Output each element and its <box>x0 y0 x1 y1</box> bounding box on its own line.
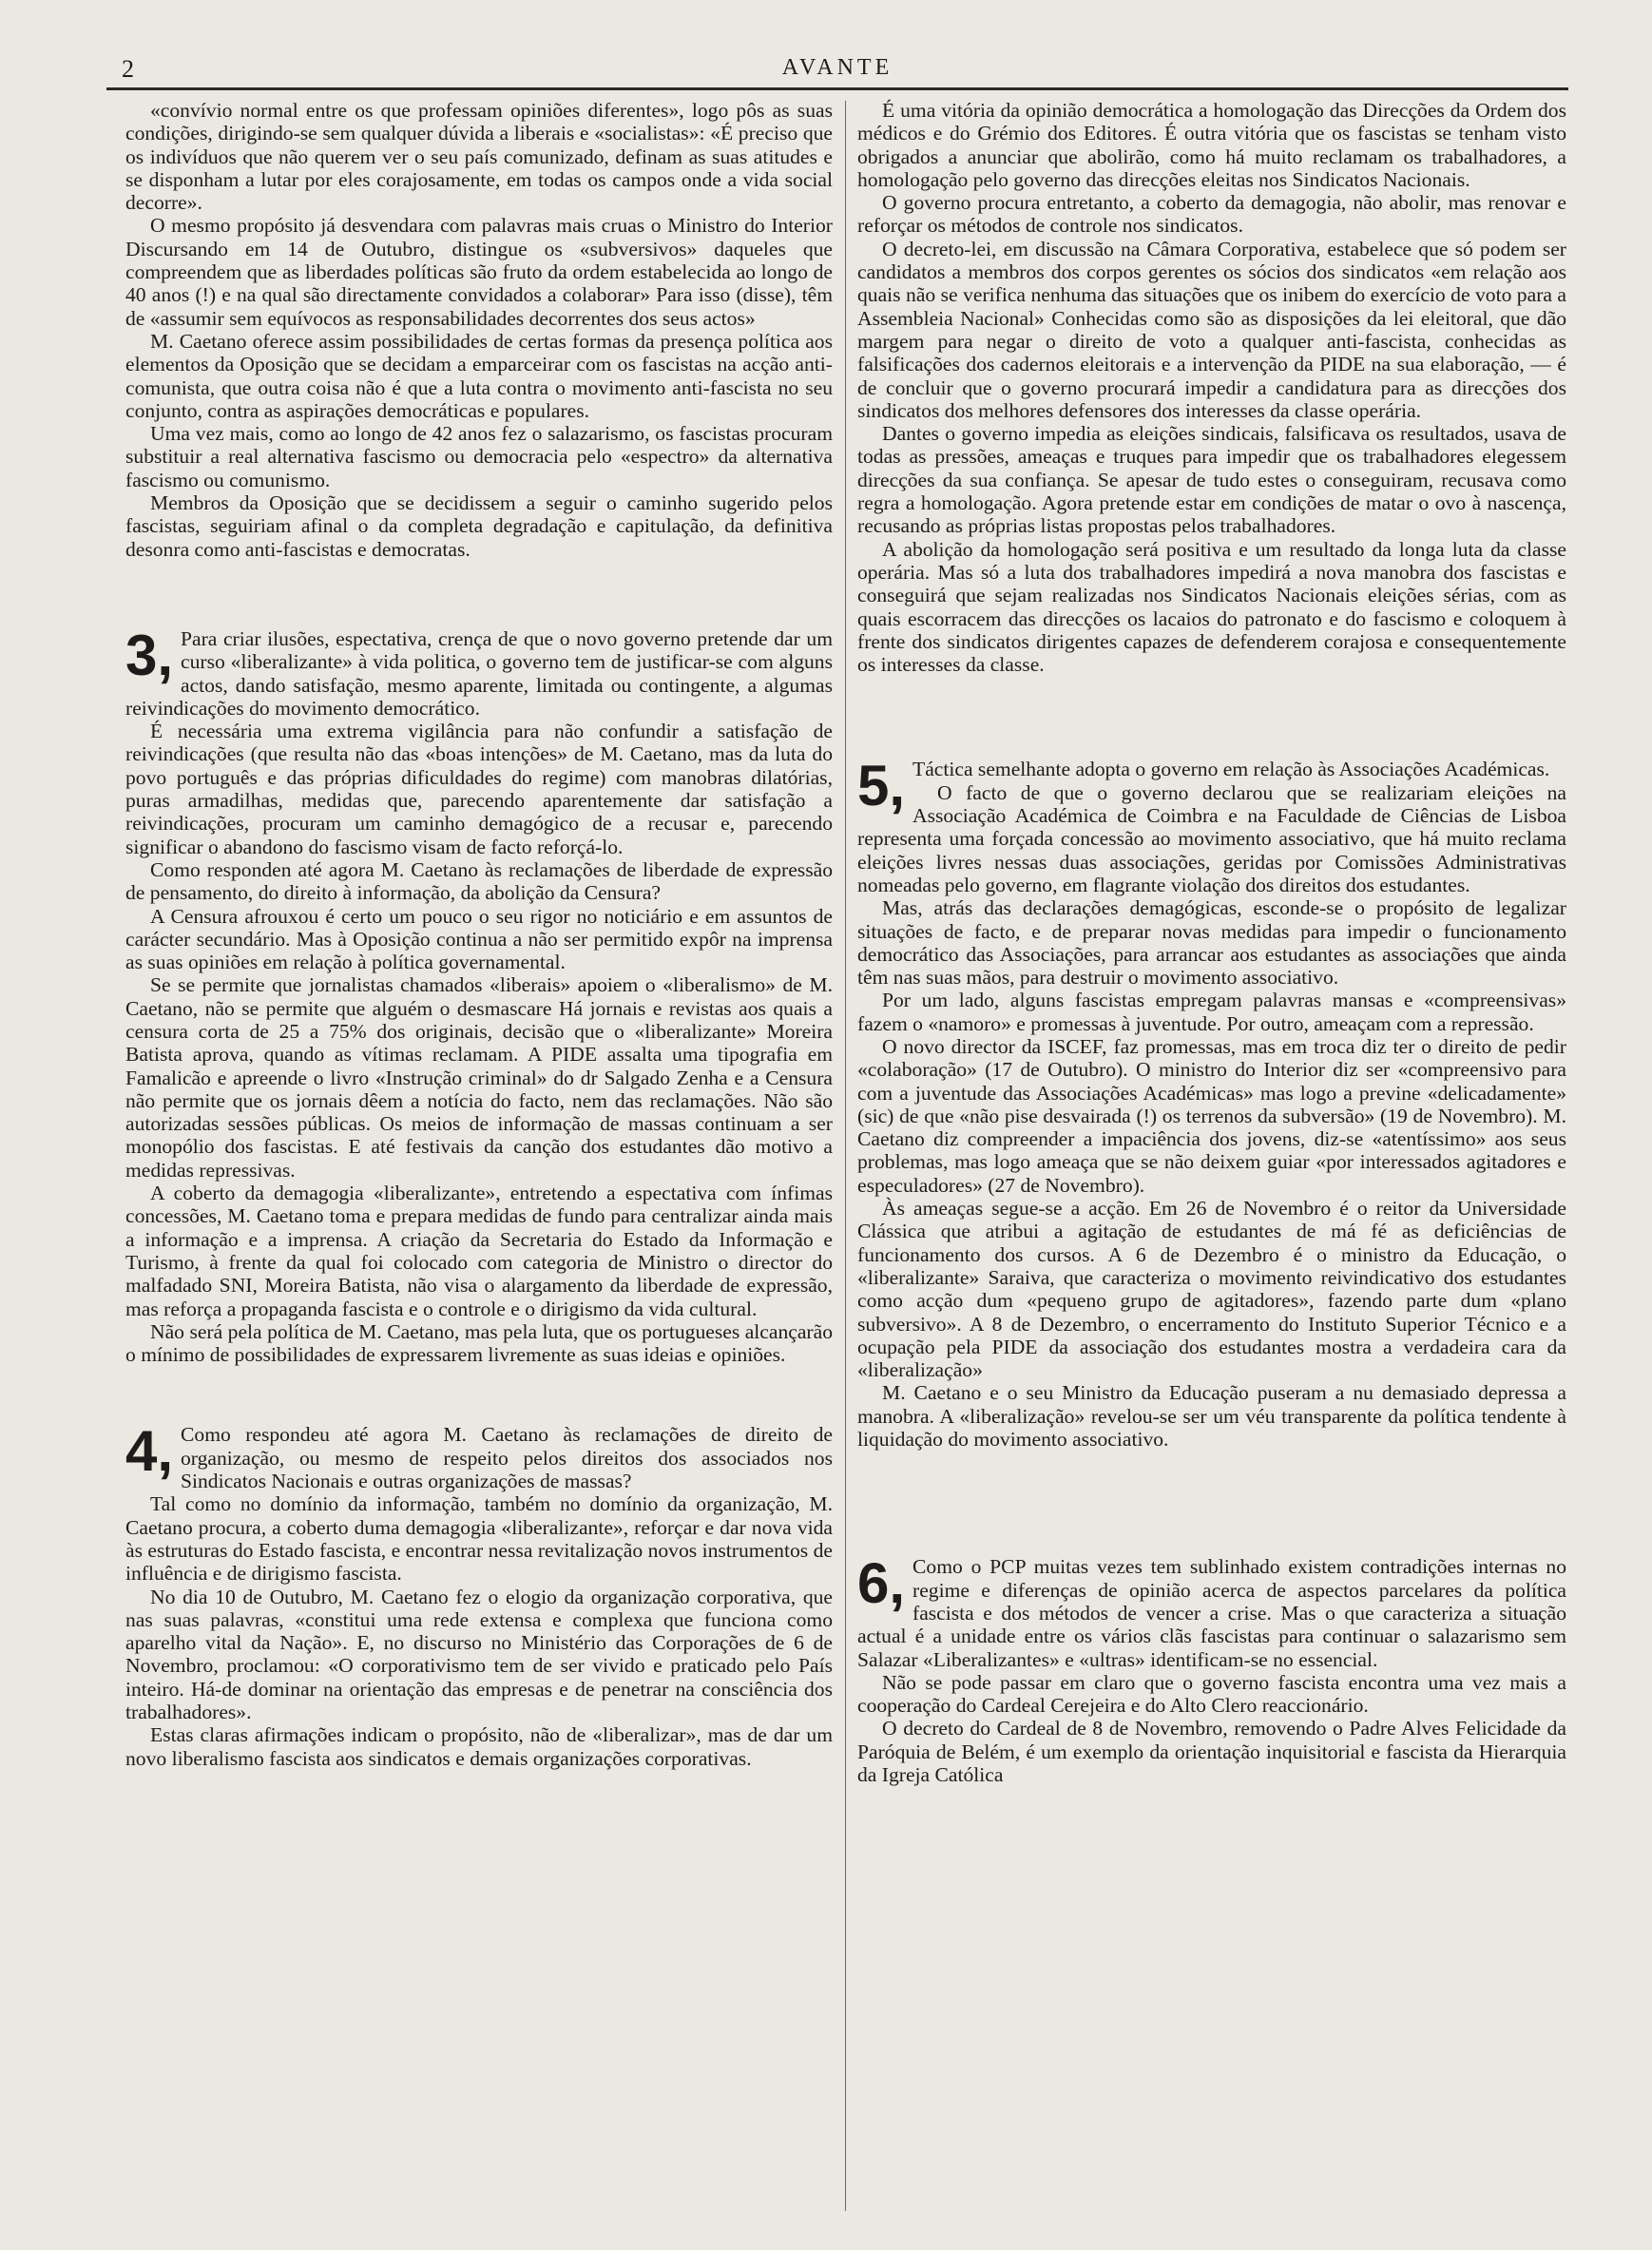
paragraph: A abolição da homologação será positiva e um resultado da longa luta da classe operária. Mas só a luta dos trabalhadores impedirá a nova manobra dos fascistas e conseguirá que sejam realizadas nos Sindicatos Nacionais eleições sérias, com as quais escorracem das direcções os lacaios do patronato e do fascismo e coloquem à frente dos sindicatos dirigentes capazes de defenderem corajosa e consequentemente os interesses da classe. <box>857 537 1566 677</box>
paragraph: O governo procura entretanto, a coberto da demagogia, não abolir, mas renovar e reforçar os métodos de controle nos sindicatos. <box>857 191 1566 238</box>
paragraph: Táctica semelhante adopta o governo em relação às Associações Académicas. <box>912 758 1550 781</box>
paragraph: Se se permite que jornalistas chamados «liberais» apoiem o «liberalismo» de M. Caetano, não se permite que alguém o desmascare Há jornais e revistas aos quais a censura corta de 25 a 75% dos originais, decisão que o «liberalizante» Moreira Batista aprova, quando as vítimas reclamam. A PIDE assalta uma tipografia em Famalicão e apreende o livro «Instrução criminal» do dr Salgado Zenha e a Censura não permite que os jornais dêem a notícia do facto, nem das reclamações. Não são autorizadas sessões públicas. Os meios de informação de massas continuam a ser monopólio dos fascistas. E até festivais da canção dos estudantes dão motivo a medidas repressivas. <box>125 973 833 1182</box>
paragraph: Para criar ilusões, espectativa, crença de que o novo governo pretende dar um curso «liberalizante» à vida politica, o governo tem de justificar-se com alguns actos, dando satisfação, mesmo aparente, limitada ou contingente, a algumas reivindicações do movimento democrático. <box>125 626 833 720</box>
section-5 <box>857 754 1566 1452</box>
paragraph: O novo director da ISCEF, faz promessas, mas em troca diz ter o direito de pedir «colaboração» (17 de Outubro). O ministro do Interior diz ser «compreensivo para com a juventude das Associações Académicas» mas logo a previne «delicadamente» (sic) de que «não pise desvairada (!) os terrenos da subversão» (19 de Novembro). M. Caetano diz compreender a impaciência dos jovens, diz-se «atentíssimo» aos seus problemas, mas logo ameaça que se não deixem guiar «por interessados agitadores e especuladores» (27 de Novembro). <box>857 1034 1566 1197</box>
left-intro <box>125 99 833 561</box>
section-number: 3, <box>125 623 174 687</box>
paragraph: Por um lado, alguns fascistas empregam palavras mansas e «compreensivas» fazem o «namoro» e promessas à juventude. Por outro, ameaçam com a repressão. <box>857 989 1566 1035</box>
page-number: 2 <box>122 55 135 83</box>
paragraph: O decreto-lei, em discussão na Câmara Corporativa, estabelece que só podem ser candidatos a membros dos corpos gerentes os sócios dos sindicatos «em relação aos quais não se verifica nenhuma das situações que os inibem do exercício de voto para a Assembleia Nacional» Conhecidas como são as disposições da lei eleitoral, que dão margem para negar o direito de voto a qualquer anti-fascista, conhecidas as falsificações dos cadernos eleitorais e a intervenção da PIDE na sua elaboração, — é de concluir que o governo procurará impedir a candidatura para as direcções dos sindicatos dos melhores defensores dos interesses da classe operária. <box>857 237 1566 422</box>
paragraph: Não se pode passar em claro que o governo fascista encontra uma vez mais a cooperação do Cardeal Cerejeira e do Alto Clero reaccionário. <box>857 1670 1566 1718</box>
section-3 <box>125 623 833 1367</box>
section-number: 4, <box>125 1419 174 1484</box>
paragraph: «convívio normal entre os que professam opiniões diferentes», logo pôs as suas condições, dirigindo-se sem qualquer dúvida a liberais e «socialistas»: «É preciso que os indivíduos que não querem ver o seu país comunizado, definam as suas atitudes e se disponham a lutar por eles corajosamente, em todas os campos onde a vida social decorre». <box>125 99 833 215</box>
masthead-title: AVANTE <box>781 55 893 80</box>
paragraph: O mesmo propósito já desvendara com palavras mais cruas o Ministro do Interior Discursando em 14 de Outubro, distingue os «subversivos» daqueles que compreendem que as liberdades políticas são fruto da ordem estabelecida ao longo de 40 anos (!) e na qual são directamente convidados a colaborar» Para isso (disse), têm de «assumir sem equívocos as responsabilidades decorrentes dos seus actos» <box>125 214 833 330</box>
column-divider <box>845 101 846 2211</box>
paragraph: A Censura afrouxou é certo um pouco o seu rigor no noticiário e em assuntos de carácter secundário. Mas à Oposição continua a não ser permitido expôr na imprensa as suas opiniões em relação à política governamental. <box>125 904 833 974</box>
paragraph: É uma vitória da opinião democrática a homologação das Direcções da Ordem dos médicos e do Grémio dos Editores. É outra vitória que os fascistas se tenham visto obrigados a anunciar que abolirão, como há muito reclamam os trabalhadores, a homologação pelo governo das direcções eleitas nos Sindicatos Nacionais. <box>857 99 1566 191</box>
section-number: 6, <box>857 1551 906 1616</box>
paragraph: Uma vez mais, como ao longo de 42 anos fez o salazarismo, os fascistas procuram substituir a real alternativa fascismo ou democracia pelo «espectro» da alternativa fascismo ou comunismo. <box>125 422 833 491</box>
paragraph: Dantes o governo impedia as eleições sindicais, falsificava os resultados, usava de todas as pressões, ameaças e truques para impedir que os trabalhadores elegessem direcções da sua confiança. Se apesar de tudo estes o conseguiram, recusava como regra a homologação. Agora pretende estar em condições de matar o ovo à nascença, recusando as próprias listas propostas pelos trabalhadores. <box>857 422 1566 538</box>
paragraph: Como o PCP muitas vezes tem sublinhado existem contradições internas no regime e diferenças de opinião acerca de aspectos parcelares da política fascista e dos métodos de vencer a crise. Mas o que caracteriza a situação actual é a unidade entre os vários clãs fascistas para continuar o salazarismo sem Salazar «Liberalizantes» e «ultras» identificam-se no essencial. <box>857 1555 1566 1671</box>
paragraph: Mas, atrás das declarações demagógicas, esconde-se o propósito de legalizar situações de facto, e de preparar novas medidas para impedir o funcionamento democrático das Associações, para arrancar aos estudantes as associações que ainda têm nas suas mãos, para destruir o movimento associativo. <box>857 896 1566 990</box>
paragraph: M. Caetano oferece assim possibilidades de certas formas da presença política aos elementos da Oposição que se decidam a emparceirar com os fascistas na acção anti-comunista, que outra coisa não é que a luta contra o movimento anti-fascista no seu conjunto, contra as aspirações democráticas e populares. <box>125 329 833 422</box>
section-6 <box>857 1551 1566 1786</box>
right-intro <box>857 99 1566 676</box>
paragraph: Como respondeu até agora M. Caetano às reclamações de direito de organização, ou mesmo de respeito pelos direitos dos associados nos Sindicatos Nacionais e outras organizações de massas? <box>181 1423 833 1493</box>
paragraph: A coberto da demagogia «liberalizante», entretendo a espectativa com ínfimas concessões, M. Caetano toma e prepara medidas de fundo para centralizar ainda mais a informação e a imprensa. A criação da Secretaria do Estado da Informação e Turismo, à frente da qual foi colocado com categoria de Ministro o director do malfadado SNI, Moreira Batista, não visa o alargamento da liberdade de expressão, mas reforça a propaganda fascista e o controle e o dirigismo da vida cultural. <box>125 1182 833 1320</box>
paragraph: M. Caetano e o seu Ministro da Educação puseram a nu demasiado depressa a manobra. A «liberalização» revelou-se ser um véu transparente da política tendente à liquidação do movimento associativo. <box>857 1381 1566 1452</box>
paragraph: É necessária uma extrema vigilância para não confundir a satisfação de reivindicações (que resulta não das «boas intenções» de M. Caetano, mas da luta do povo português e das próprias dificuldades do regime) com manobras dilatórias, puras armadilhas, medidas que, parecendo aparentemente dar satisfação a reivindicações, procuram um caminho demagógico de a recusar e, parecendo significar o abandono do fascismo visam de facto reforçá-lo. <box>125 720 833 858</box>
left-column <box>125 99 833 1770</box>
paragraph: Membros da Oposição que se decidissem a seguir o caminho sugerido pelos fascistas, seguiriam afinal o da completa degradação e capitulação, da definitiva desonra como anti-fascistas e democratas. <box>125 491 833 561</box>
paragraph: O facto de que o governo declarou que se realizariam eleições na Associação Académica de Coimbra e na Faculdade de Ciências de Lisboa representa uma forçada concessão ao movimento associativo, que há muito reclama eleições livres nessas duas associações, geridas por Comissões Administrativas nomeadas pelo governo, em flagrante violação dos direitos dos estudantes. <box>857 780 1566 896</box>
paragraph: Como responden até agora M. Caetano às reclamações de liberdade de expressão de pensamento, do direito à informação, da abolição da Censura? <box>125 857 833 905</box>
paragraph: Tal como no domínio da informação, também no domínio da organização, M. Caetano procura, a coberto duma demagogia «liberalizante», reforçar e dar nova vida às estruturas do Estado fascista, e encontrar nessa revitalização novos instrumentos de influência e de dirigismo fascista. <box>125 1492 833 1586</box>
paragraph: Estas claras afirmações indicam o propósito, não de «liberalizar», mas de dar um novo liberalismo fascista aos sindicatos e demais organizações corporativas. <box>125 1723 833 1770</box>
page-header <box>106 53 1568 90</box>
paragraph: Não será pela política de M. Caetano, mas pela luta, que os portugueses alcançarão o mínimo de possibilidades de expressarem livremente as suas ideias e opiniões. <box>125 1319 833 1367</box>
section-4 <box>125 1419 833 1770</box>
section-number: 5, <box>857 754 906 818</box>
paragraph: O decreto do Cardeal de 8 de Novembro, removendo o Padre Alves Felicidade da Paróquia de Belém, é um exemplo da orientação inquisitorial e fascista da Hierarquia da Igreja Católica <box>857 1717 1566 1786</box>
paragraph: No dia 10 de Outubro, M. Caetano fez o elogio da organização corporativa, que nas suas palavras, «constitui uma rede extensa e complexa que funciona como aparelho vital da Nação». E, no discurso no Ministério das Corporações de 6 de Novembro, proclamou: «O corporativismo tem de ser vivido e praticado pelo País inteiro. Há-de dominar na orientação das empresas e de penetrar na consciência dos trabalhadores». <box>125 1585 833 1723</box>
right-column <box>857 99 1566 1786</box>
paragraph: Às ameaças segue-se a acção. Em 26 de Novembro é o reitor da Universidade Clássica que atribui a agitação de estudantes de má fé as deficiências de funcionamento dos cursos. A 6 de Dezembro é o ministro da Educação, o «liberalizante» Saraiva, que caracteriza o movimento reivindicativo dos estudantes como acção dum «pequeno grupo de agitadores», fazendo parte dum «plano subversivo». A 8 de Dezembro, o encerramento do Instituto Superior Técnico e a ocupação pela PIDE da associação dos estudantes mostra a verdadeira cara da «liberalização» <box>857 1197 1566 1382</box>
